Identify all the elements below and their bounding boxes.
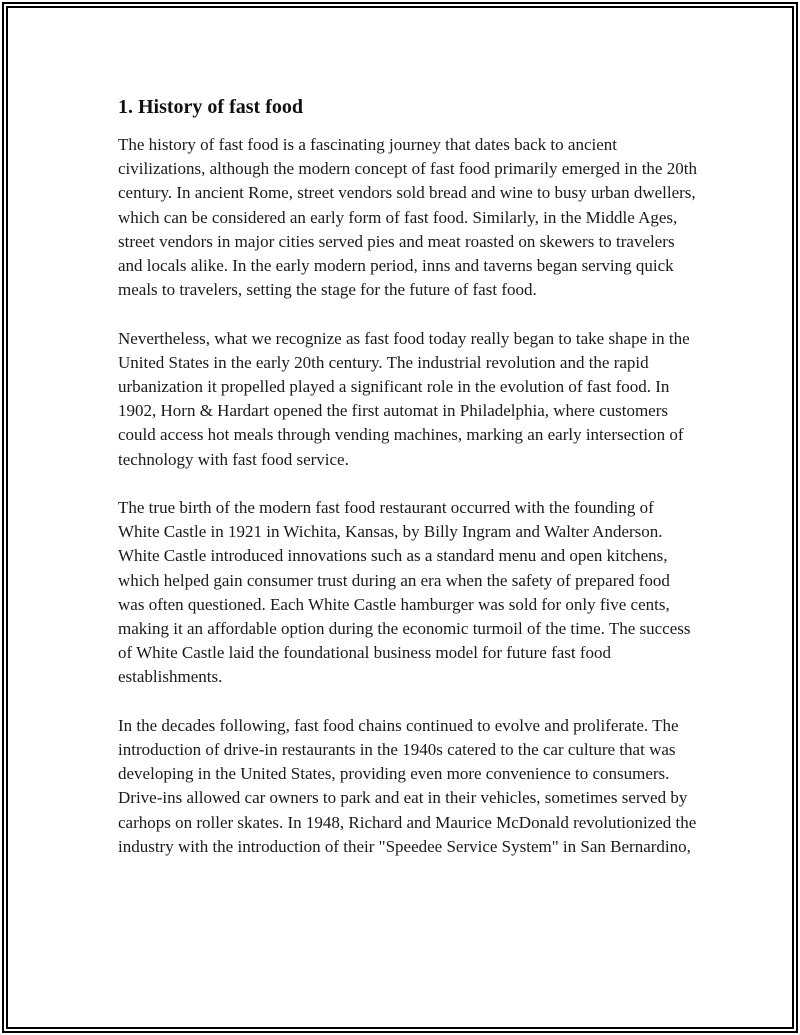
- document-body: [118, 93, 698, 883]
- paragraph-ancient-origins: The history of fast food is a fascinating journey that dates back to ancient civilizations, although the modern concept of fast food primarily emerged in the 20th century. In ancient Rome, street vendors sold bread and wine to busy urban dwellers, which can be considered an early form of fast food. Similarly, in the Middle Ages, street vendors in major cities served pies and meat roasted on skewers to travelers and locals alike. In the early modern period, inns and taverns began serving quick meals to travelers, setting the stage for the future of fast food.: [118, 135, 697, 300]
- section-title: 1. History of fast food: [118, 96, 303, 118]
- paragraph-early-20th-century: Nevertheless, what we recognize as fast food today really began to take shape in the United States in the early 20th century. The industrial revolution and the rapid urbanization it propelled played a significant role in the evolution of fast food. In 1902, Horn & Hardart opened the first automat in Philadelphia, where customers could access hot meals through vending machines, marking an early intersection of technology with fast food service.: [118, 328, 690, 469]
- paragraph-white-castle: The true birth of the modern fast food restaurant occurred with the founding of White Castle in 1921 in Wichita, Kansas, by Billy Ingram and Walter Anderson. White Castle introduced innovations such as a standard menu and open kitchens, which helped gain consumer trust during an era when the safety of prepared food was often questioned. Each White Castle hamburger was sold for only five cents, making it an affordable option during the economic turmoil of the time. The success of White Castle laid the foundational business model for future fast food establishments.: [118, 498, 691, 687]
- paragraph-drive-ins: In the decades following, fast food chains continued to evolve and proliferate. The introduction of drive-in restaurants in the 1940s catered to the car culture that was developing in the United States, providing even more convenience to consumers. Drive-ins allowed car owners to park and eat in their vehicles, sometimes served by carhops on roller skates. In 1948, Richard and Maurice McDonald revolutionized the industry with the introduction of their "Speedee Service System" in San Bernardino,: [118, 715, 697, 856]
